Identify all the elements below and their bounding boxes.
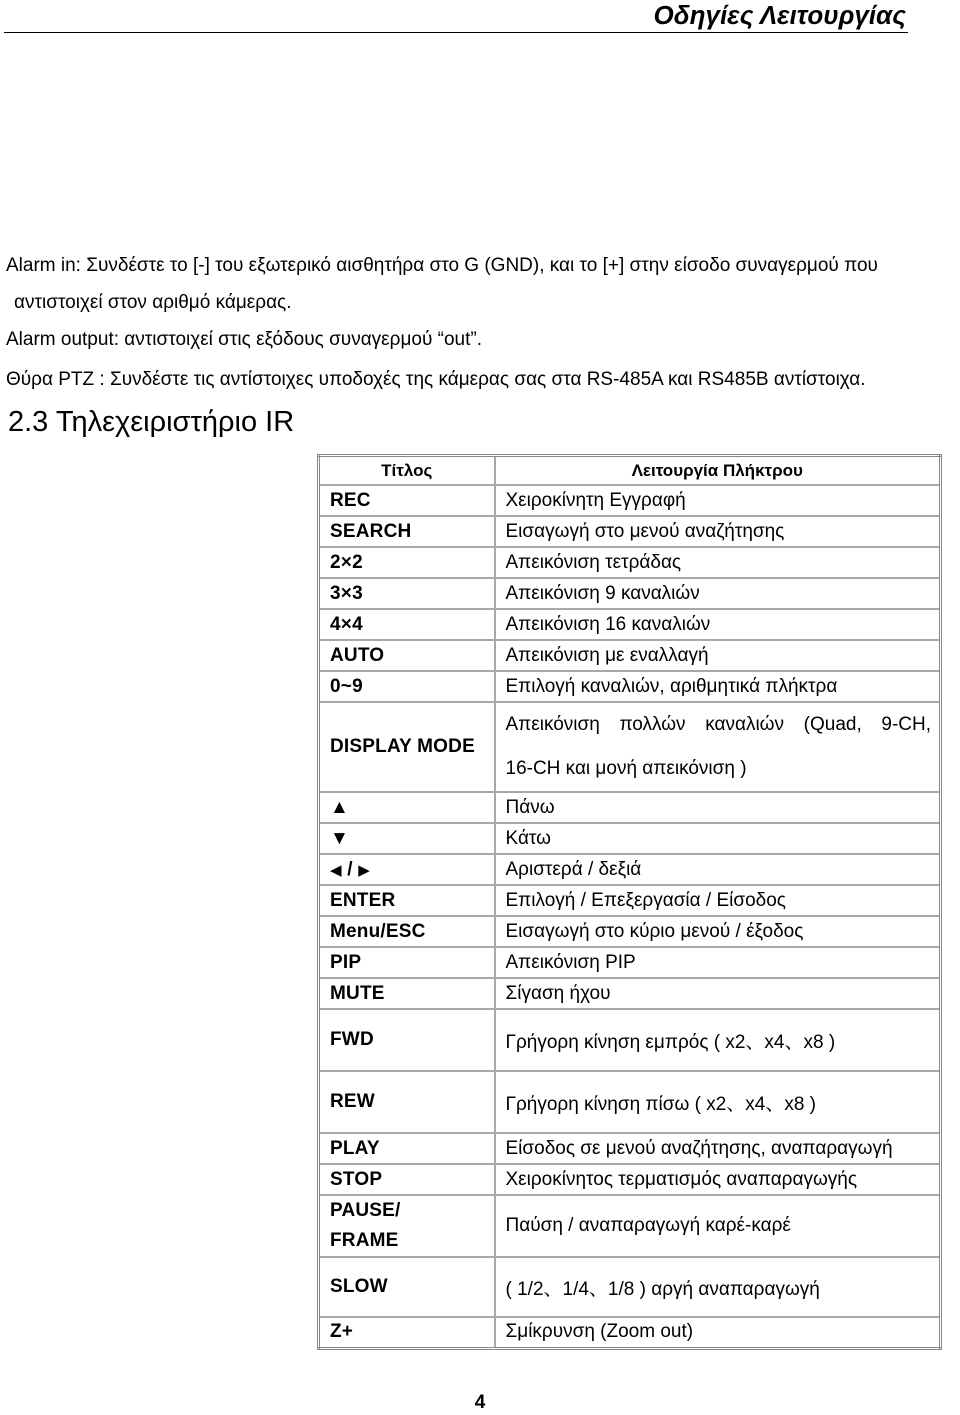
key-name-line1: PAUSE/ [330,1200,401,1221]
table-row [319,885,941,916]
key-name: 2×2 [319,547,495,578]
table-header-row [319,456,941,486]
up-arrow-icon: ▲ [319,792,495,823]
key-function [495,702,941,792]
key-function: Σίγαση ήχου [495,978,941,1009]
key-function-line2: 16-CH και μονή απεικόνιση ) [505,758,747,779]
key-function: Χειροκίνητος τερματισμός αναπαραγωγής [495,1164,941,1195]
table-row [319,640,941,671]
key-name: DISPLAY MODE [319,702,495,792]
key-function: Απεικόνιση τετράδας [495,547,941,578]
key-function: Είσοδος σε μενού αναζήτησης, αναπαραγωγή [495,1133,941,1164]
key-function: ( 1/2、1/4、1/8 ) αργή αναπαραγωγή [495,1257,941,1317]
key-name: STOP [319,1164,495,1195]
header-divider [4,32,908,33]
table-row [319,1317,941,1348]
key-function: Εισαγωγή στο κύριο μενού / έξοδος [495,916,941,947]
left-arrow-icon: ◀ [330,861,342,879]
page-header-title: Οδηγίες Λειτουργίας [653,0,906,30]
key-name: SEARCH [319,516,495,547]
table-row [319,854,941,885]
table-row [319,485,941,516]
key-name: PLAY [319,1133,495,1164]
key-function: Απεικόνιση με εναλλαγή [495,640,941,671]
key-function: Απεικόνιση PIP [495,947,941,978]
down-arrow-icon: ▼ [319,823,495,854]
key-function: Επιλογή / Επεξεργασία / Είσοδος [495,885,941,916]
key-function: Εισαγωγή στο μενού αναζήτησης [495,516,941,547]
table-row [319,1133,941,1164]
key-function: Σμίκρυνση (Zoom out) [495,1317,941,1348]
key-separator: / [341,858,359,880]
key-name [319,1195,495,1257]
key-name: ENTER [319,885,495,916]
ptz-port-paragraph: Θύρα PTZ : Συνδέστε τις αντίστοιχες υποδοχές της κάμερας σας στα RS-485A και RS485B αντίστοιχα. [6,369,866,390]
table-row [319,1257,941,1317]
table-row [319,792,941,823]
key-name: FWD [319,1009,495,1071]
section-heading: 2.3 Τηλεχειριστήριο IR [8,406,295,438]
right-arrow-icon: ▶ [358,861,370,879]
key-name-line2: FRAME [330,1230,399,1251]
alarm-output-paragraph: Alarm output: αντιστοιχεί στις εξόδους συναγερμού “out”. [6,329,482,350]
key-function: Απεικόνιση 9 καναλιών [495,578,941,609]
key-function-line1: Απεικόνιση πολλών καναλιών (Quad, 9-CH, [505,714,931,735]
table-row [319,702,941,792]
key-function: Αριστερά / δεξιά [495,854,941,885]
key-name: 0~9 [319,671,495,702]
table-row [319,1071,941,1133]
table-row [319,516,941,547]
key-function: Απεικόνιση 16 καναλιών [495,609,941,640]
key-name: Menu/ESC [319,916,495,947]
key-name: 3×3 [319,578,495,609]
key-function: Γρήγορη κίνηση πίσω ( x2、x4、x8 ) [495,1071,941,1133]
table-row [319,916,941,947]
key-function: Παύση / αναπαραγωγή καρέ-καρέ [495,1195,941,1257]
table-row [319,547,941,578]
column-header-function: Λειτουργία Πλήκτρου [495,456,941,486]
table-row [319,978,941,1009]
key-name: Z+ [319,1317,495,1348]
key-function: Γρήγορη κίνηση εμπρός ( x2、x4、x8 ) [495,1009,941,1071]
remote-keys-table [317,454,942,1350]
key-name: AUTO [319,640,495,671]
key-name [319,854,495,885]
key-function: Επιλογή καναλιών, αριθμητικά πλήκτρα [495,671,941,702]
page-number: 4 [474,1392,486,1413]
table-row [319,947,941,978]
table-row [319,1164,941,1195]
key-function: Πάνω [495,792,941,823]
table-row [319,1009,941,1071]
key-name: REW [319,1071,495,1133]
table-row [319,1195,941,1257]
key-name: SLOW [319,1257,495,1317]
table-row [319,671,941,702]
table-row [319,609,941,640]
alarm-in-paragraph-line2: αντιστοιχεί στον αριθμό κάμερας. [14,292,292,313]
table-row [319,823,941,854]
key-name: PIP [319,947,495,978]
key-name: 4×4 [319,609,495,640]
alarm-in-paragraph-line1: Alarm in: Συνδέστε το [-] του εξωτερικό αισθητήρα στο G (GND), και το [+] στην είσοδο συναγερμού που [6,255,878,276]
table-row [319,578,941,609]
key-function: Χειροκίνητη Εγγραφή [495,485,941,516]
column-header-title: Τίτλος [319,456,495,486]
key-function: Κάτω [495,823,941,854]
key-name: MUTE [319,978,495,1009]
key-name: REC [319,485,495,516]
